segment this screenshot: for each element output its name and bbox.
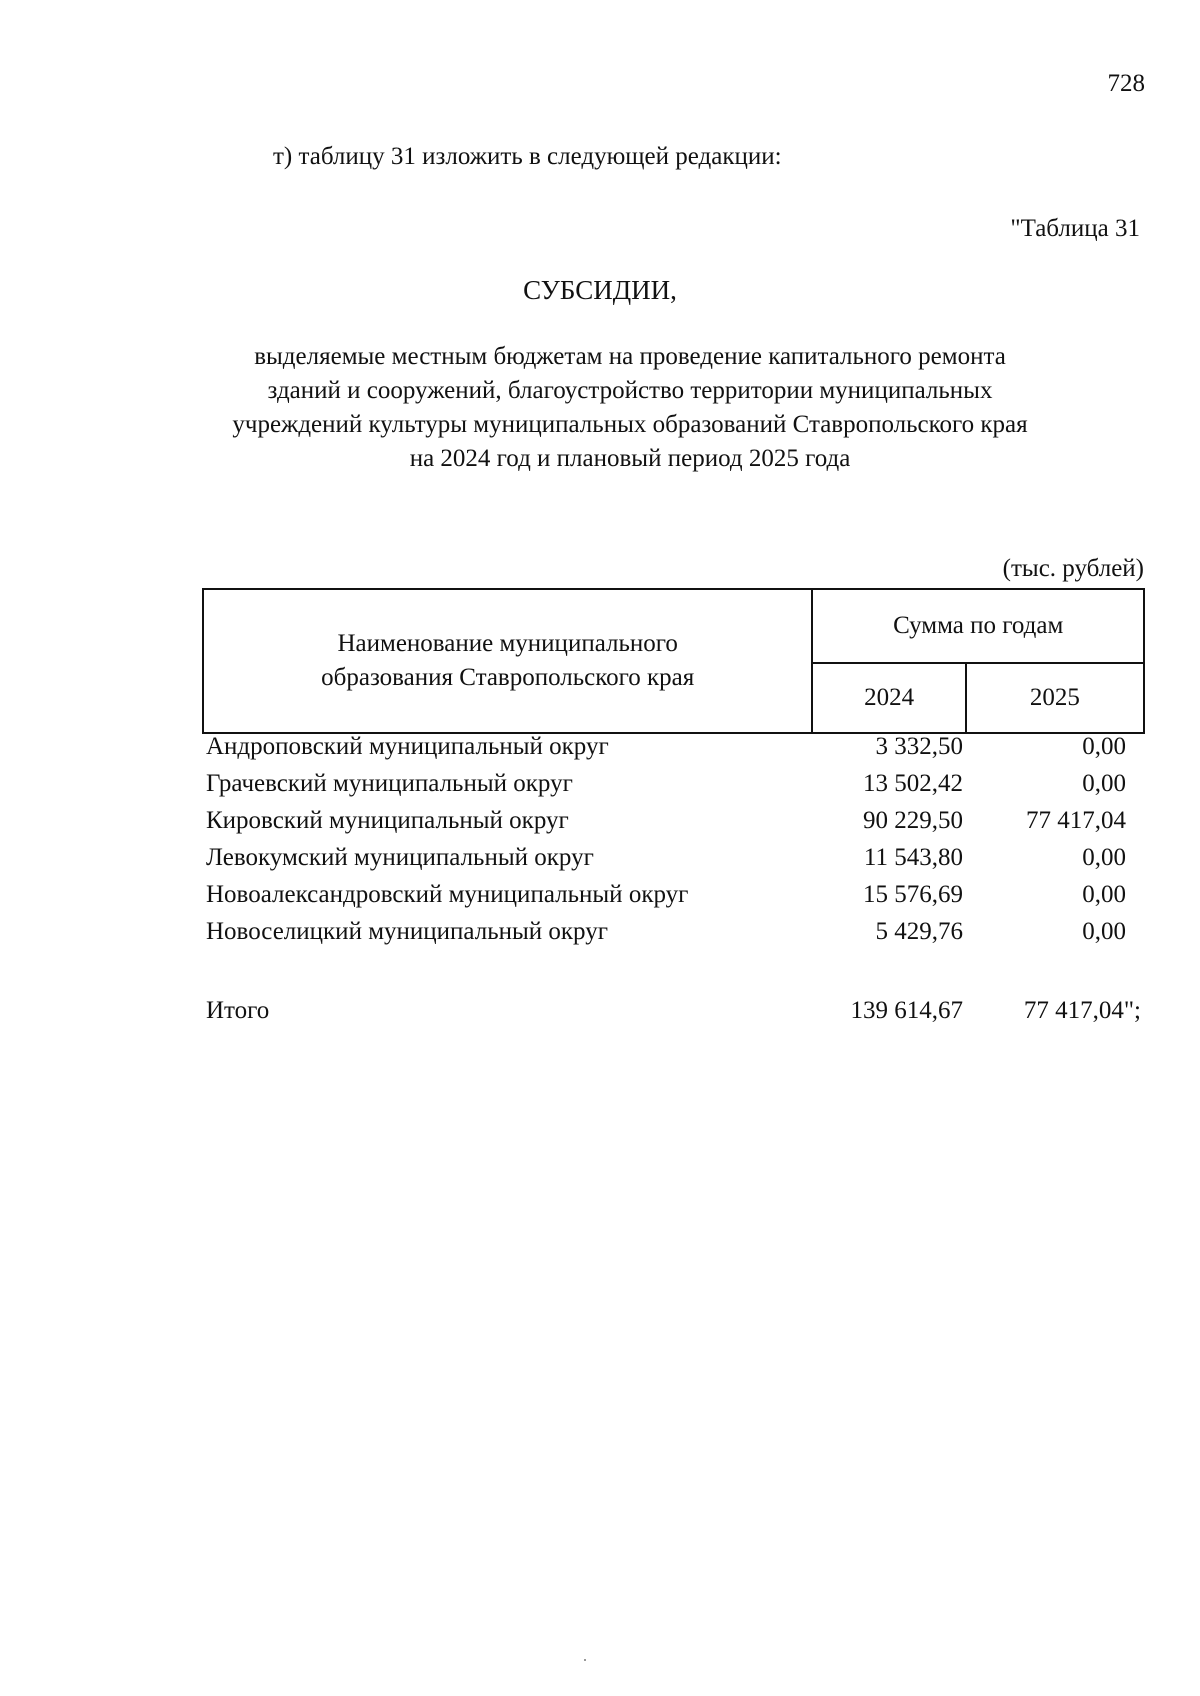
row-value-2024: 11 543,80	[863, 844, 963, 871]
table-row	[206, 881, 1126, 918]
table-row	[206, 807, 1126, 844]
subtitle-line: на 2024 год и плановый период 2025 года	[409, 445, 851, 472]
row-name: Новоселицкий муниципальный округ	[206, 918, 608, 945]
table-header	[202, 588, 1145, 734]
row-value-2025: 0,00	[1082, 733, 1126, 760]
header-name-line: Наименование муниципального	[337, 630, 678, 657]
row-value-2025: 0,00	[1082, 844, 1126, 871]
row-value-2025: 0,00	[1082, 918, 1126, 945]
header-name-line: образования Ставропольского края	[321, 664, 695, 691]
subtitle-line: выделяемые местным бюджетам на проведение капитального ремонта	[254, 343, 1006, 370]
row-value-2025: 77 417,04	[1026, 807, 1126, 834]
header-sum-cell: Сумма по годам	[812, 589, 1144, 663]
row-name: Кировский муниципальный округ	[206, 807, 569, 834]
table-row	[206, 918, 1126, 955]
row-value-2024: 13 502,42	[863, 770, 963, 797]
total-row	[206, 997, 1141, 1034]
units-label: (тыс. рублей)	[1002, 555, 1144, 582]
intro-text: т) таблицу 31 изложить в следующей редакции:	[273, 143, 782, 170]
row-value-2024: 5 429,76	[875, 918, 963, 945]
total-value-2025: 77 417,04";	[1023, 997, 1141, 1024]
subtitle-line: зданий и сооружений, благоустройство территории муниципальных	[267, 377, 993, 404]
row-value-2025: 0,00	[1082, 770, 1126, 797]
subtitle-line: учреждений культуры муниципальных образований Ставропольского края	[232, 411, 1028, 438]
table-row	[206, 844, 1126, 881]
header-year-2024: 2024	[812, 663, 965, 733]
total-label: Итого	[206, 997, 270, 1024]
document-title: СУБСИДИИ,	[523, 275, 677, 305]
table-row	[206, 770, 1126, 807]
row-value-2024: 15 576,69	[863, 881, 963, 908]
header-name-cell	[203, 589, 812, 733]
row-name: Новоалександровский муниципальный округ	[206, 881, 689, 908]
page-number: 728	[1107, 70, 1145, 97]
row-name: Левокумский муниципальный округ	[206, 844, 594, 871]
table-body	[206, 733, 1126, 955]
header-year-2025: 2025	[966, 663, 1144, 733]
row-value-2024: 90 229,50	[863, 807, 963, 834]
scan-speck	[584, 1659, 586, 1661]
row-value-2024: 3 332,50	[875, 733, 963, 760]
row-name: Грачевский муниципальный округ	[206, 770, 573, 797]
row-name: Андроповский муниципальный округ	[206, 733, 609, 760]
row-value-2025: 0,00	[1082, 881, 1126, 908]
table-reference: "Таблица 31	[1010, 215, 1140, 242]
document-subtitle	[150, 340, 1110, 476]
total-value-2024: 139 614,67	[850, 997, 963, 1024]
table-row	[206, 733, 1126, 770]
